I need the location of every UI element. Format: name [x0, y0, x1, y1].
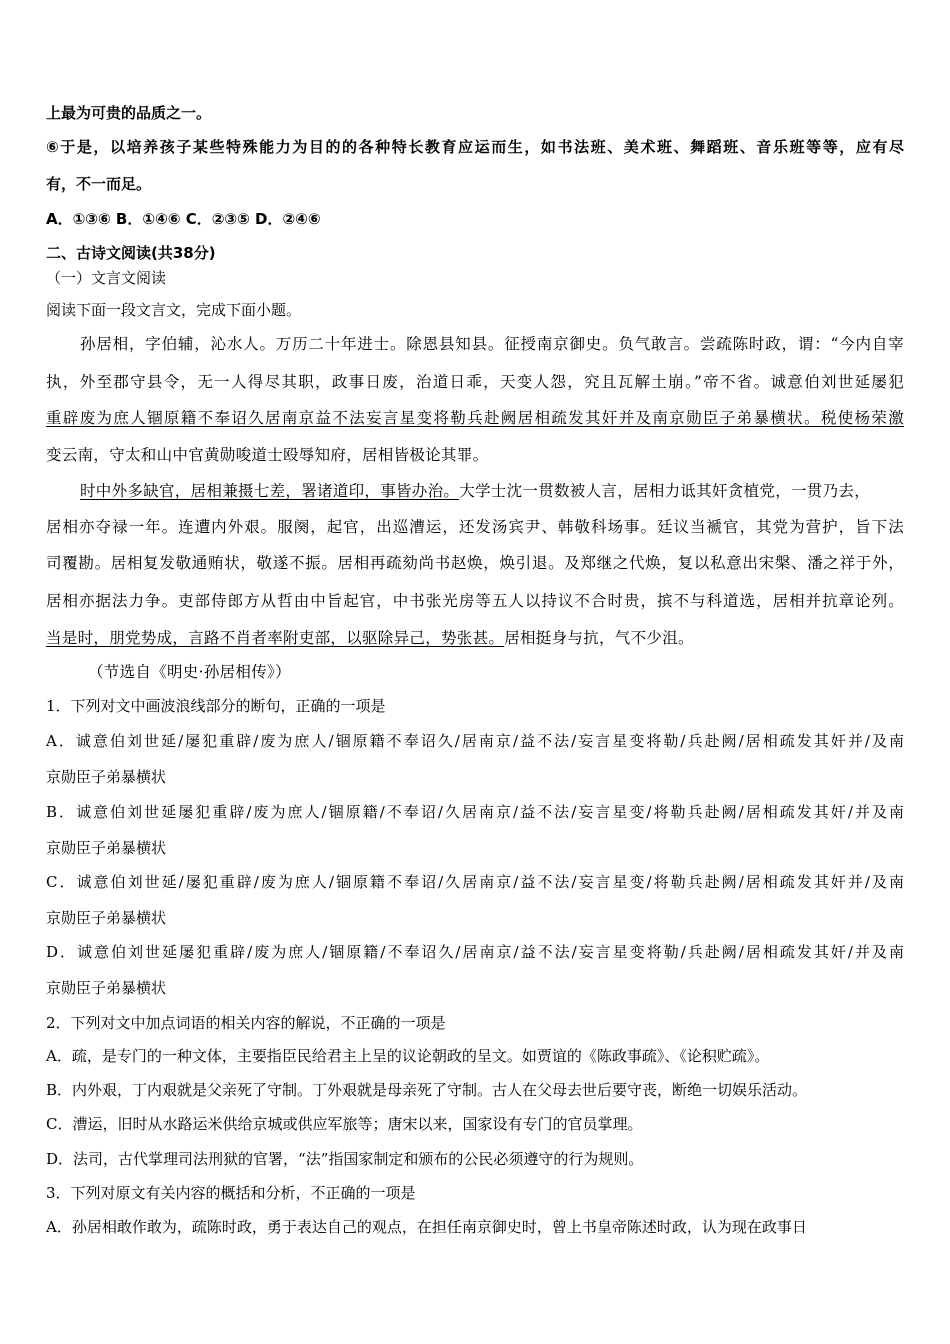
question-1-option-d-line2: 京勋臣子弟暴横状	[46, 979, 167, 997]
question-2-option-c: C．漕运，旧时从水路运米供给京城或供应军旅等；唐宋以来，国家设有专门的官员掌理。	[46, 1115, 643, 1133]
passage-p2-line1-rest: 大学士沈一贯数被人言，居相力诋其奸贪植党，一贯乃去，	[459, 482, 871, 500]
passage-source: （节选自《明史·孙居相传》）	[88, 663, 291, 681]
question-3-option-a-line1: A．孙居相敢作敢为，疏陈时政，勇于表达自己的观点，在担任南京御史时，曾上书皇帝陈述时政，认为现在政事日	[46, 1218, 807, 1236]
passage-p1-line4: 变云南，守太和山中官黄勋唆道士殴辱知府，居相皆极论其罪。	[46, 446, 489, 464]
prev-answer-options: A．①③⑥ B．①④⑥ C．②③⑤ D．②④⑥	[46, 210, 321, 228]
passage-p2-line1	[80, 481, 870, 501]
question-1-option-a-line2: 京勋臣子弟暴横状	[46, 768, 167, 786]
reading-instruction: 阅读下面一段文言文，完成下面小题。	[46, 301, 302, 319]
question-2-stem: 2．下列对文中加点词语的相关内容的解说，不正确的一项是	[46, 1014, 446, 1032]
passage-p1-line2: 执，外至郡守县令，无一人得尽其职，政事日废，治道日乖，天变人怨，究且瓦解土崩。”帝不省。诚意伯刘世延屡犯	[46, 373, 904, 391]
question-2-option-d: D．法司，古代掌理司法刑狱的官署，“法”指国家制定和颁布的公民必须遵守的行为规则。	[46, 1150, 644, 1168]
question-2-option-b: B．内外艰，丁内艰就是父亲死了守制。丁外艰就是母亲死了守制。古人在父母去世后要守丧，断绝一切娱乐活动。	[46, 1081, 808, 1099]
passage-p2-line5	[46, 628, 694, 648]
prev-section-line: 上最为可贵的品质之一。	[46, 104, 212, 122]
question-1-option-c-line1: C．诚意伯刘世延/屡犯重辟/废为庶人/锢原籍不奉诏/久居南京/益不法/妄言星变/将勒兵赴阙/居相疏发其奸并/及南	[46, 873, 904, 891]
passage-p1-line1: 孙居相，字伯辅，沁水人。万历二十年进士。除恩县知县。征授南京御史。负气敢言。尝疏陈时政，谓：“今内自宰	[80, 335, 904, 353]
prev-item-6-line2: 有，不一而足。	[46, 175, 152, 193]
underlined-sentence-2: 当是时，朋党势成，言路不肖者率附吏部，以驱除异己，势张甚。	[46, 629, 505, 647]
question-1-option-d-line1: D．诚意伯刘世延屡犯重辟/废为庶人/锢原籍/不奉诏久/居南京/益不法/妄言星变将勒/兵赴阙/居相疏发其奸/并及南	[46, 943, 904, 961]
passage-p2-line2: 居相亦夺禄一年。连遭内外艰。服阕，起官，出巡漕运，还发汤宾尹、韩敬科场事。廷议当褫官，其党为营护，旨下法	[46, 518, 904, 536]
question-1-option-b-line1: B．诚意伯刘世延屡犯重辟/废为庶人/锢原籍/不奉诏/久居南京/益不法/妄言星变/将勒兵赴阙/居相疏发其奸/并及南	[46, 803, 904, 821]
underlined-sentence-1: 时中外多缺官，居相兼摄七差，署诸道印，事皆办治。	[80, 482, 460, 500]
question-1-option-b-line2: 京勋臣子弟暴横状	[46, 839, 167, 857]
passage-p2-line5-rest: 居相挺身与抗，气不少沮。	[504, 629, 694, 647]
question-1-stem: 1．下列对文中画波浪线部分的断句，正确的一项是	[46, 697, 386, 715]
section-heading: 二、古诗文阅读(共38分)	[46, 244, 216, 262]
question-1-option-c-line2: 京勋臣子弟暴横状	[46, 909, 167, 927]
passage-p2-line4: 居相亦据法力争。吏部侍郎方从哲由中旨起官，中书张光房等五人以持议不合时贵，摈不与科道选，居相并抗章论列。	[46, 592, 904, 610]
question-1-option-a-line1: A．诚意伯刘世延/屡犯重辟/废为庶人/锢原籍不奉诏久/居南京/益不法/妄言星变将勒/兵赴阙/居相疏发其奸并/及南	[46, 732, 904, 750]
question-2-option-a: A．疏，是专门的一种文体，主要指臣民给君主上呈的议论朝政的呈文。如贾谊的《陈政事疏》、《论积贮疏》。	[46, 1047, 770, 1065]
passage-p1-line3-wavy: 重辟废为庶人锢原籍不奉诏久居南京益不法妄言星变将勒兵赴阙居相疏发其奸并及南京勋臣子弟暴横状。税使杨荣激	[46, 409, 904, 427]
question-3-stem: 3．下列对原文有关内容的概括和分析，不正确的一项是	[46, 1184, 416, 1202]
prev-item-6-line1: ⑥于是，以培养孩子某些特殊能力为目的的各种特长教育应运而生，如书法班、美术班、舞蹈班、音乐班等等，应有尽	[46, 138, 904, 156]
passage-p2-line3: 司覆勘。居相复发敬通贿状，敬遂不振。居相再疏劾尚书赵焕，焕引退。及郑继之代焕，复以私意出宋槃、潘之祥于外，	[46, 554, 904, 572]
sub-heading: （一）文言文阅读	[46, 269, 167, 287]
